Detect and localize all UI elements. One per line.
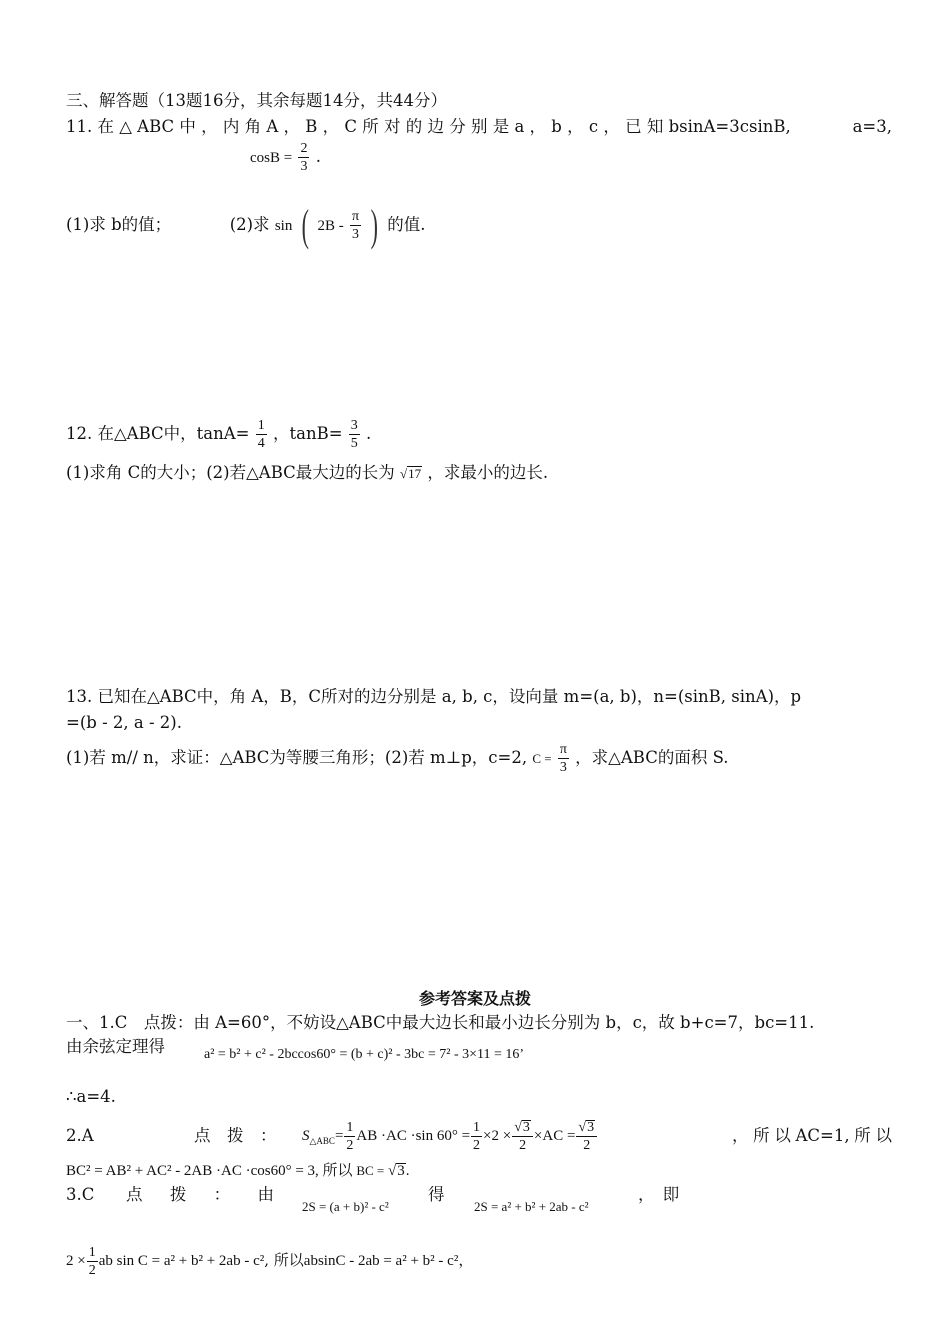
answer-2-line-1: 2.A 点 拨 ： $S_{\triangle ABC}=$ $\frac{1}{2}$ AB ·AC ·sin 60° = $\frac{1}{2}$ ×2 × $\frac{√3}{2}$ ×AC = $\frac{√3}{2}$ ， 所 以 AC=1, 所 以 bbox=[66, 1114, 892, 1158]
answer-3-line-2: 2 × $\frac{1}{2}$ ab sin C = a² + b² + 2ab - c², 所以absinC - 2ab = a² + b² - c²， bbox=[66, 1245, 474, 1279]
answer-3-formula-1: 2S = (a + b)² - c² bbox=[302, 1199, 389, 1214]
section-header: 三、解答题（13题16分，其余每题14分，共44分） bbox=[66, 91, 447, 110]
left-paren: ( bbox=[301, 200, 309, 250]
fraction: $\frac{2}{3}$ bbox=[300, 141, 308, 174]
q11-cos-formula: cosB = $\frac{2}{3}$ . bbox=[250, 141, 321, 174]
q13-stem-2: =(b - 2, a - 2). bbox=[66, 713, 182, 732]
answer-1-line-2: 由余弦定理得 bbox=[66, 1037, 165, 1056]
fraction: $\frac{1}{4}$ bbox=[257, 418, 265, 451]
answer-3-formula-2: 2S = a² + b² + 2ab - c² bbox=[474, 1199, 589, 1214]
fraction: $\frac{\pi}{3}$ bbox=[559, 742, 567, 775]
q11-stem: 11. 在 △ ABC 中 ， 内 角 A ， B ， C 所 对 的 边 分 别 是 a ， b ， c ， 已 知 bsinA=3csinB, a=3, bbox=[66, 117, 892, 136]
q12-parts: (1)求角 C的大小；(2)若△ABC最大边的长为 √17 ，求最小的边长. bbox=[66, 463, 549, 482]
q13-parts: (1)若 m// n，求证：△ABC为等腰三角形；(2)若 m⊥p，c=2, C = $\frac{\pi}{3}$ ，求△ABC的面积 S. bbox=[66, 742, 729, 775]
sqrt-17: 17 bbox=[408, 466, 422, 481]
right-paren: ) bbox=[370, 200, 379, 250]
answer-1-formula: a² = b² + c² - 2bccos60° = (b + c)² - 3bc = 7² - 3×11 = 16’ bbox=[204, 1047, 525, 1062]
q12-stem: 12. 在△ABC中，tanA= $\frac{1}{4}$ ，tanB= $\frac{3}{5}$ . bbox=[66, 418, 372, 451]
fraction: $\frac{3}{5}$ bbox=[350, 418, 358, 451]
answer-1-line-3: ∴a=4. bbox=[66, 1087, 116, 1106]
q11-parts: (1)求 b的值； (2)求 sin ( 2B - $\frac{\pi}{3}$ ) 的值. bbox=[66, 200, 426, 250]
answers-title: 参考答案及点拨 bbox=[418, 989, 531, 1008]
answer-2-tail: ， 所 以 AC=1, 所 以 bbox=[732, 1126, 892, 1145]
answer-1-line-1: 一、1.C 点拨：由 A=60°，不妨设△ABC中最大边长和最小边长分别为 b，c，故 b+c=7，bc=11. bbox=[66, 1013, 815, 1032]
answer-2-line-2: BC² = AB² + AC² - 2AB ·AC ·cos60° = 3, 所以 BC = √3. bbox=[66, 1163, 410, 1179]
q13-stem: 13. 已知在△ABC中，角 A，B，C所对的边分别是 a, b, c，设向量 m=(a, b)，n=(sinB, sinA)，p bbox=[66, 687, 802, 706]
fraction: $\frac{\pi}{3}$ bbox=[351, 209, 360, 242]
answer-2-area-formula: $S_{\triangle ABC}=$ $\frac{1}{2}$ AB ·AC ·sin 60° = $\frac{1}{2}$ ×2 × $\frac{√3}{2}$ ×AC = $\frac{√3}{2}$ bbox=[302, 1114, 598, 1163]
answer-3-line-1: 3.C 点 拨 ： 由 2S = (a + b)² - c² 得 2S = a² + b² + 2ab - c² ， 即 bbox=[66, 1184, 892, 1228]
